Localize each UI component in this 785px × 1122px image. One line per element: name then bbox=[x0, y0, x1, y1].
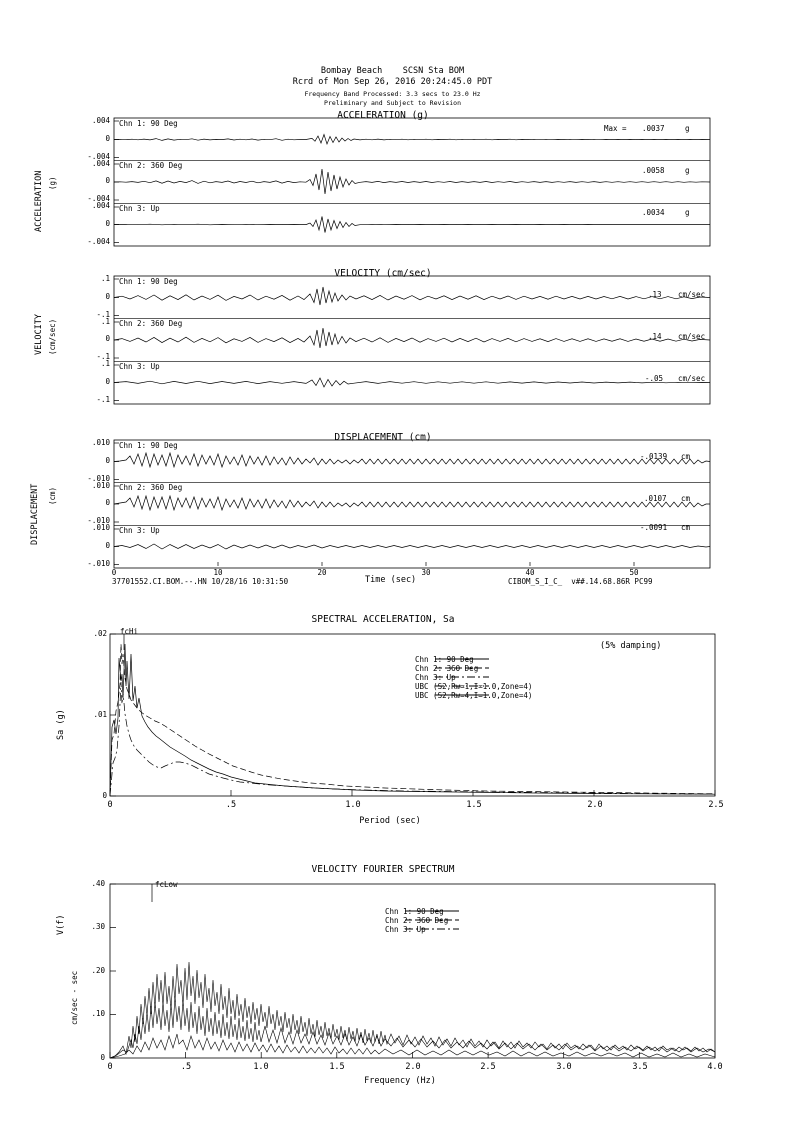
accel-ytick-bot-2: -.004 bbox=[87, 194, 110, 203]
vel-chn2-unit: cm/sec bbox=[678, 332, 706, 341]
disp-ytick-bot-2: -.010 bbox=[87, 516, 110, 525]
sa-ytick-01: .01 bbox=[93, 710, 107, 719]
sa-xtick-05: .5 bbox=[225, 800, 237, 810]
sa-ylabel: Sa (g) bbox=[56, 709, 66, 740]
disp-chn2-peak: .0107 bbox=[644, 494, 667, 503]
sa-legend-item-1: Chn 2: 360 Deg bbox=[415, 664, 479, 673]
vel-chn3-peak: -.05 bbox=[645, 374, 664, 383]
vel-chn1-peak: .13 bbox=[648, 290, 662, 299]
fourier-xtick-10: 1.0 bbox=[253, 1062, 269, 1072]
accel-chn3-label: Chn 3: Up bbox=[119, 204, 160, 213]
disp-chn1-unit: cm bbox=[681, 452, 691, 461]
fourier-fclow-marker-label: fcLow bbox=[155, 880, 178, 889]
velocity-axis-label: VELOCITY bbox=[34, 314, 44, 355]
sa-xtick-20: 2.0 bbox=[587, 800, 603, 810]
disp-ytick-top-3: .010 bbox=[91, 523, 110, 532]
acceleration-axis-units: (g) bbox=[48, 176, 57, 190]
vel-chn2-peak: .14 bbox=[648, 332, 662, 341]
sa-plot bbox=[85, 626, 725, 806]
vel-ytick-top-2: .1 bbox=[100, 317, 110, 326]
acceleration-panel-title: ACCELERATION (g) bbox=[337, 110, 429, 121]
disp-ytick-bot-1: -.010 bbox=[87, 474, 110, 483]
time-tick-50: 50 bbox=[629, 568, 639, 577]
sa-fchi-marker-label: fcHi bbox=[120, 627, 139, 636]
vel-ytick-bot-2: -.1 bbox=[96, 352, 110, 361]
velocity-axis-units: (cm/sec) bbox=[48, 318, 57, 355]
disp-chn1-label: Chn 1: 90 Deg bbox=[119, 441, 178, 450]
vel-chn1-unit: cm/sec bbox=[678, 290, 706, 299]
fourier-xtick-35: 3.5 bbox=[632, 1062, 648, 1072]
disp-ytick-zero-2: 0 bbox=[105, 498, 110, 507]
vel-chn3-unit: cm/sec bbox=[678, 374, 706, 383]
disp-chn3-label: Chn 3: Up bbox=[119, 526, 160, 535]
fourier-legend-item-2: Chn 3: Up bbox=[385, 925, 426, 934]
sa-legend-item-3: UBC (S2,Rw=1,I=1.0,Zone=4) bbox=[415, 682, 533, 691]
disp-ytick-top-2: .010 bbox=[91, 481, 110, 490]
fourier-xtick-25: 2.5 bbox=[480, 1062, 496, 1072]
displacement-panel-title: DISPLACEMENT (cm) bbox=[334, 432, 432, 443]
time-tick-40: 40 bbox=[525, 568, 535, 577]
report-freq-band: Frequency Band Processed: 3.3 secs to 23.0 Hz bbox=[304, 90, 481, 98]
sa-xtick-10: 1.0 bbox=[345, 800, 361, 810]
fourier-xtick-40: 4.0 bbox=[707, 1062, 723, 1072]
disp-ytick-bot-3: -.010 bbox=[87, 559, 110, 568]
fourier-panel-title: VELOCITY FOURIER SPECTRUM bbox=[311, 864, 455, 875]
time-tick-30: 30 bbox=[421, 568, 431, 577]
fourier-xlabel: Frequency (Hz) bbox=[364, 1076, 436, 1086]
disp-ytick-zero-1: 0 bbox=[105, 456, 110, 465]
fourier-xtick-20: 2.0 bbox=[405, 1062, 421, 1072]
vel-ytick-top-1: .1 bbox=[100, 274, 110, 283]
fourier-legend-item-1: Chn 2: 360 Deg bbox=[385, 916, 449, 925]
accel-ytick-bot-3: -.004 bbox=[87, 237, 110, 246]
time-tick-10: 10 bbox=[213, 568, 223, 577]
accel-chn3-unit: g bbox=[685, 208, 690, 217]
disp-chn2-label: Chn 2: 360 Deg bbox=[119, 483, 183, 492]
accel-chn2-peak: .0058 bbox=[642, 166, 665, 175]
fourier-ytick-40: .40 bbox=[91, 879, 105, 888]
displacement-axis-units: (cm) bbox=[48, 486, 57, 505]
vel-ytick-top-3: .1 bbox=[100, 359, 110, 368]
vel-ytick-bot-3: -.1 bbox=[96, 395, 110, 404]
accel-chn2-label: Chn 2: 360 Deg bbox=[119, 161, 183, 170]
accel-ytick-zero-1: 0 bbox=[105, 134, 110, 143]
fourier-ylabel: V(f) bbox=[56, 914, 66, 935]
fourier-xtick-0: 0 bbox=[107, 1062, 113, 1072]
accel-max-label: Max = bbox=[604, 124, 627, 133]
disp-ytick-zero-3: 0 bbox=[105, 541, 110, 550]
disp-ytick-top-1: .010 bbox=[91, 438, 110, 447]
accel-ytick-zero-2: 0 bbox=[105, 176, 110, 185]
displacement-axis-label: DISPLACEMENT bbox=[30, 483, 40, 545]
accel-ytick-zero-3: 0 bbox=[105, 219, 110, 228]
disp-chn3-peak: -.0091 bbox=[640, 523, 668, 532]
vel-ytick-zero-2: 0 bbox=[105, 334, 110, 343]
time-axis-label: Time (sec) bbox=[365, 575, 417, 585]
report-title-record: Rcrd of Mon Sep 26, 2016 20:24:45.0 PDT bbox=[292, 77, 493, 87]
accel-ytick-bot-1: -.004 bbox=[87, 152, 110, 161]
time-tick-20: 20 bbox=[317, 568, 327, 577]
time-tick-0: 0 bbox=[111, 568, 117, 577]
acceleration-axis-label: ACCELERATION bbox=[34, 170, 44, 232]
sa-xtick-0: 0 bbox=[107, 800, 113, 810]
fourier-xtick-15: 1.5 bbox=[329, 1062, 345, 1072]
acceleration-plot bbox=[60, 112, 720, 252]
velocity-panel-title: VELOCITY (cm/sec) bbox=[334, 268, 432, 279]
fourier-ytick-0: 0 bbox=[100, 1053, 105, 1062]
version-footer: CIBOM_S_I_C_ v##.14.68.86R PC99 bbox=[508, 577, 653, 586]
vel-ytick-bot-1: -.1 bbox=[96, 310, 110, 319]
sa-legend-item-2: Chn 3: Up bbox=[415, 673, 456, 682]
sa-panel-title: SPECTRAL ACCELERATION, Sa bbox=[311, 614, 455, 625]
vel-ytick-zero-1: 0 bbox=[105, 292, 110, 301]
vel-ytick-zero-3: 0 bbox=[105, 377, 110, 386]
accel-chn1-peak: .0037 bbox=[642, 124, 665, 133]
sa-xtick-25: 2.5 bbox=[708, 800, 724, 810]
sa-legend-item-0: Chn 1: 90 Deg bbox=[415, 655, 474, 664]
fourier-plot bbox=[85, 876, 725, 1066]
vel-chn3-label: Chn 3: Up bbox=[119, 362, 160, 371]
disp-chn3-unit: cm bbox=[681, 523, 691, 532]
sa-ytick-02: .02 bbox=[93, 629, 107, 638]
disp-chn2-unit: cm bbox=[681, 494, 691, 503]
sa-xlabel: Period (sec) bbox=[359, 816, 421, 826]
sa-damping-note: (5% damping) bbox=[600, 641, 662, 651]
accel-ytick-top-2: .004 bbox=[91, 159, 110, 168]
fourier-ylabel-units: cm/sec - sec bbox=[70, 970, 79, 1025]
accel-chn1-unit: g bbox=[685, 124, 690, 133]
report-title-station: Bombay Beach SCSN Sta BOM bbox=[320, 66, 465, 76]
fourier-ytick-10: .10 bbox=[91, 1009, 105, 1018]
sa-ytick-0: 0 bbox=[102, 791, 107, 800]
fourier-ytick-20: .20 bbox=[91, 966, 105, 975]
fourier-xtick-30: 3.0 bbox=[556, 1062, 572, 1072]
fourier-ytick-30: .30 bbox=[91, 922, 105, 931]
sa-legend-item-4: UBC (S2,Rw=4,I=1.0,Zone=4) bbox=[415, 691, 533, 700]
displacement-plot bbox=[60, 434, 720, 574]
accel-ytick-top-3: .004 bbox=[91, 201, 110, 210]
accel-chn3-peak: .0034 bbox=[642, 208, 665, 217]
record-id-footer: 37701552.CI.BOM.--.HN 10/28/16 10:31:50 bbox=[112, 577, 289, 586]
sa-xtick-15: 1.5 bbox=[466, 800, 482, 810]
fourier-xtick-05: .5 bbox=[180, 1062, 192, 1072]
fourier-legend-item-0: Chn 1: 90 Deg bbox=[385, 907, 444, 916]
vel-chn2-label: Chn 2: 360 Deg bbox=[119, 319, 183, 328]
accel-ytick-top-1: .004 bbox=[91, 116, 110, 125]
vel-chn1-label: Chn 1: 90 Deg bbox=[119, 277, 178, 286]
accel-chn2-unit: g bbox=[685, 166, 690, 175]
disp-chn1-peak: -.0139 bbox=[640, 452, 668, 461]
report-disclaimer: Preliminary and Subject to Revision bbox=[324, 99, 461, 107]
velocity-plot bbox=[60, 270, 720, 410]
accel-chn1-label: Chn 1: 90 Deg bbox=[119, 119, 178, 128]
